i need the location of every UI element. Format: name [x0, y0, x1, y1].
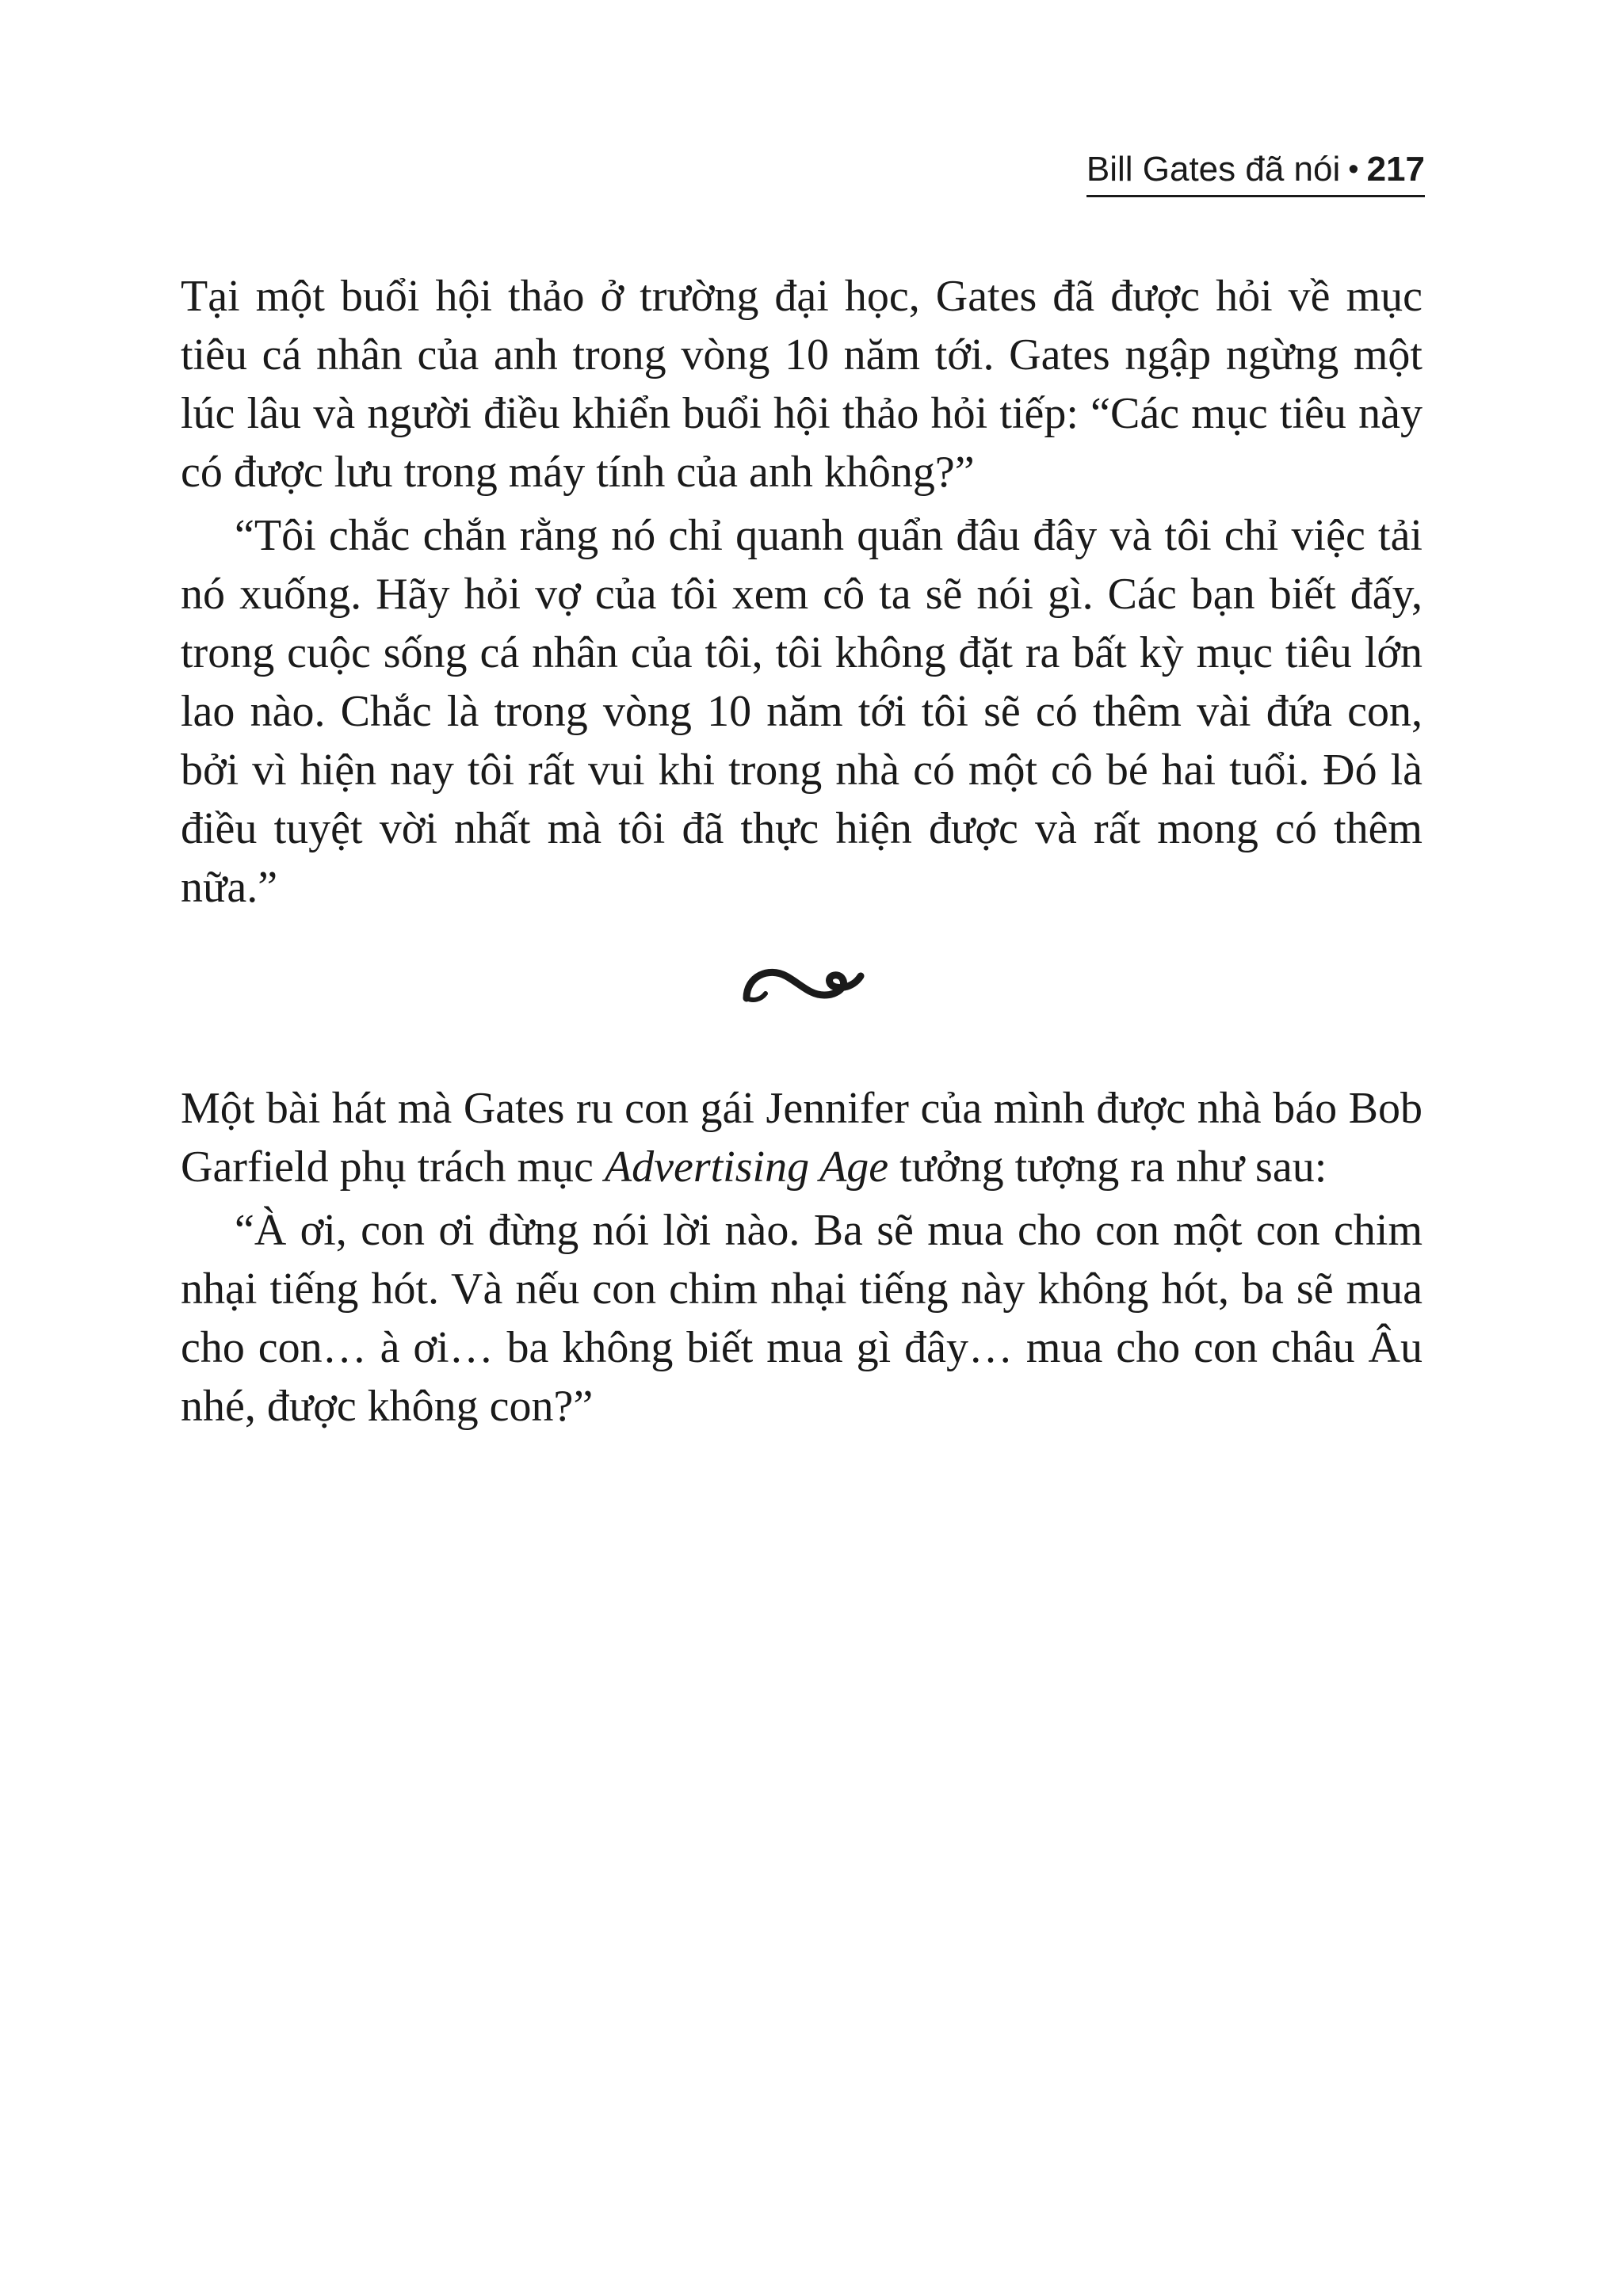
- bullet-separator: •: [1348, 153, 1359, 186]
- paragraph-text-after-title: tưởng tượng ra như sau:: [888, 1142, 1327, 1192]
- section-one-paragraph-2: “Tôi chắc chắn rằng nó chỉ quanh quẩn đâu đây và tôi chỉ việc tải nó xuống. Hãy hỏi vợ của tôi xem cô ta sẽ nói gì. Các bạn biết đấy, trong cuộc sống cá nhân của tôi, tôi không đặt ra bất kỳ mục tiêu lớn lao nào. Chắc là trong vòng 10 năm tới tôi sẽ có thêm vài đứa con, bởi vì hiện nay tôi rất vui khi trong nhà có một cô bé hai tuổi. Đó là điều tuyệt vời nhất mà tôi đã thực hiện được và rất mong có thêm nữa.”: [181, 511, 1423, 912]
- section-two: [181, 1079, 1423, 1440]
- running-title: Bill Gates đã nói: [1086, 150, 1341, 189]
- section-one: [181, 267, 1423, 921]
- publication-title: Advertising Age: [604, 1142, 889, 1192]
- section-two-paragraph-2: “À ơi, con ơi đừng nói lời nào. Ba sẽ mua cho con một con chim nhại tiếng hót. Và nếu con chim nhại tiếng này không hót, ba sẽ mua cho con… à ơi… ba không biết mua gì đây… mua cho con châu Âu nhé, được không con?”: [181, 1206, 1423, 1431]
- swash-ornament-icon: [737, 952, 872, 1016]
- page-number: 217: [1366, 150, 1425, 189]
- paragraph-text-before-title: Một bài hát mà Gates ru con gái Jennifer của mình được nhà báo Bob Garfield phụ trách mục: [181, 1084, 1423, 1192]
- section-two-paragraph-1: [181, 1079, 1423, 1196]
- section-one-paragraph-1: Tại một buổi hội thảo ở trường đại học, Gates đã được hỏi về mục tiêu cá nhân của anh trong vòng 10 năm tới. Gates ngập ngừng một lúc lâu và người điều khiển buổi hội thảo hỏi tiếp: “Các mục tiêu này có được lưu trong máy tính của anh không?”: [181, 272, 1423, 497]
- running-header: [1086, 149, 1425, 197]
